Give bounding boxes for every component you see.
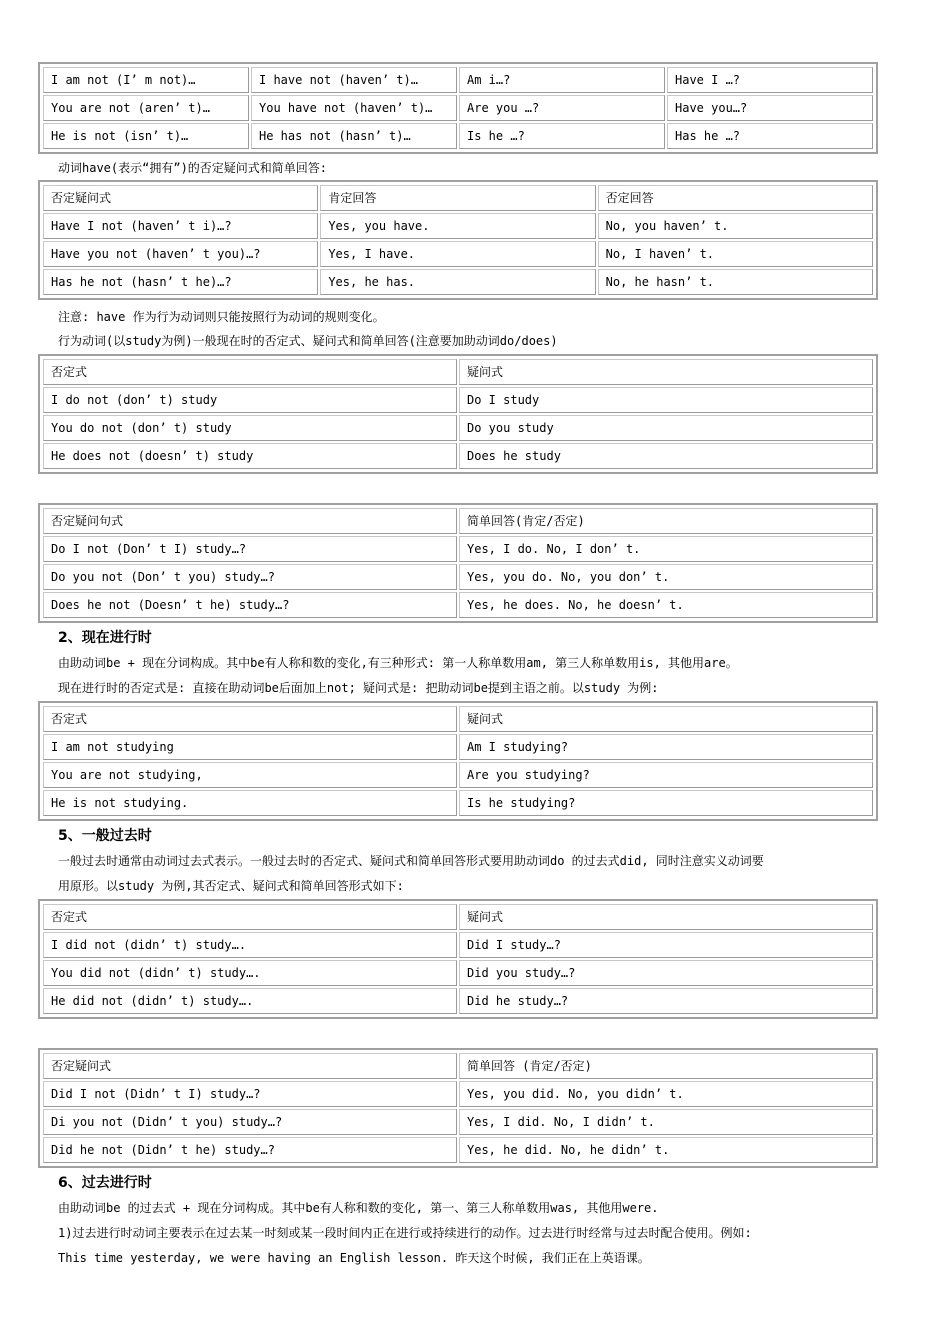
table-cell: Did you study…?: [459, 960, 873, 986]
table-header-cell: 否定疑问句式: [43, 508, 457, 534]
table-cell: I do not (don’ t) study: [43, 387, 457, 413]
table-row: [43, 790, 873, 816]
table-row: [43, 734, 873, 760]
table-cell: Di you not (Didn’ t you) study…?: [43, 1109, 457, 1135]
table-cell: Have I …?: [667, 67, 873, 93]
table-cell: Have I not (haven’ t i)…?: [43, 213, 318, 239]
table-cell: Yes, he did. No, he didn’ t.: [459, 1137, 873, 1163]
table-cell: Are you …?: [459, 95, 665, 121]
table-header-cell: 简单回答 (肯定/否定): [459, 1053, 873, 1079]
table-header-cell: 否定式: [43, 904, 457, 930]
table-row: [43, 932, 873, 958]
table-cell: Are you studying?: [459, 762, 873, 788]
table-header-cell: 否定疑问式: [43, 185, 318, 211]
paragraph-past-progressive-example: This time yesterday, we were having an English lesson. 昨天这个时候, 我们正在上英语课。: [58, 1251, 650, 1265]
section-heading-simple-past: 5、一般过去时: [58, 828, 152, 844]
table-cell: Did I not (Didn’ t I) study…?: [43, 1081, 457, 1107]
paragraph-past-progressive-2: 1)过去进行时动词主要表示在过去某一时刻或某一段时间内正在进行或持续进行的动作。过去进行时经常与过去时配合使用。例如:: [58, 1226, 752, 1240]
table-header-cell: 肯定回答: [320, 185, 595, 211]
table-cell: Has he not (hasn’ t he)…?: [43, 269, 318, 295]
paragraph-present-progressive-1: 由助动词be + 现在分词构成。其中be有人称和数的变化,有三种形式: 第一人称单数用am, 第三人称单数用is, 其他用are。: [58, 656, 738, 670]
table-row: [43, 1053, 873, 1079]
table-row: [43, 904, 873, 930]
table-cell: Does he study: [459, 443, 873, 469]
table-row: [43, 536, 873, 562]
table-cell: Yes, I do. No, I don’ t.: [459, 536, 873, 562]
table-row: [43, 706, 873, 732]
paragraph-simple-past-2: 用原形。以study 为例,其否定式、疑问式和简单回答形式如下:: [58, 879, 404, 893]
table-row: [43, 592, 873, 618]
paragraph-simple-past-1: 一般过去时通常由动词过去式表示。一般过去时的否定式、疑问式和简单回答形式要用助动词do 的过去式did, 同时注意实义动词要: [58, 854, 764, 868]
table-cell: Yes, he has.: [320, 269, 595, 295]
table-header-cell: 疑问式: [459, 904, 873, 930]
table-cell: You have not (haven’ t)…: [251, 95, 457, 121]
table-cell: He is not (isn’ t)…: [43, 123, 249, 149]
table-row: [43, 95, 873, 121]
table-cell: Is he …?: [459, 123, 665, 149]
table-header-cell: 否定疑问式: [43, 1053, 457, 1079]
table-row: [43, 564, 873, 590]
table-row: [43, 241, 873, 267]
table-cell: Am I studying?: [459, 734, 873, 760]
table-cell: Do I study: [459, 387, 873, 413]
table-cell: Did he not (Didn’ t he) study…?: [43, 1137, 457, 1163]
section-heading-past-progressive: 6、过去进行时: [58, 1175, 152, 1191]
table-cell: Yes, he does. No, he doesn’ t.: [459, 592, 873, 618]
table-cell: No, he hasn’ t.: [598, 269, 873, 295]
table-present-negative-question-answers: [38, 503, 878, 623]
paragraph-have-negative: 动词have(表示“拥有”)的否定疑问式和简单回答:: [58, 161, 328, 175]
table-cell: Yes, you have.: [320, 213, 595, 239]
table-have-negative-questions: [38, 180, 878, 300]
table-row: [43, 185, 873, 211]
table-row: [43, 269, 873, 295]
table-cell: You did not (didn’ t) study….: [43, 960, 457, 986]
paragraph-action-verbs: 行为动词(以study为例)一般现在时的否定式、疑问式和简单回答(注意要加助动词do/does): [58, 334, 558, 348]
table-header-cell: 疑问式: [459, 706, 873, 732]
table-row: [43, 213, 873, 239]
table-cell: Have you not (haven’ t you)…?: [43, 241, 318, 267]
table-cell: I am not (I’ m not)…: [43, 67, 249, 93]
table-cell: Yes, I have.: [320, 241, 595, 267]
table-cell: No, I haven’ t.: [598, 241, 873, 267]
table-row: [43, 387, 873, 413]
table-header-cell: 简单回答(肯定/否定): [459, 508, 873, 534]
paragraph-note: 注意: have 作为行为动词则只能按照行为动词的规则变化。: [58, 310, 385, 324]
table-cell: Has he …?: [667, 123, 873, 149]
table-cell: Is he studying?: [459, 790, 873, 816]
table-row: [43, 508, 873, 534]
table-row: [43, 415, 873, 441]
table-row: [43, 443, 873, 469]
table-cell: You do not (don’ t) study: [43, 415, 457, 441]
table-cell: He has not (hasn’ t)…: [251, 123, 457, 149]
table-row: [43, 960, 873, 986]
table-cell: Do you study: [459, 415, 873, 441]
table-am-have-questions: [38, 62, 878, 154]
table-cell: Did he study…?: [459, 988, 873, 1014]
table-row: [43, 359, 873, 385]
table-cell: Do you not (Don’ t you) study…?: [43, 564, 457, 590]
table-cell: I did not (didn’ t) study….: [43, 932, 457, 958]
paragraph-past-progressive-1: 由助动词be 的过去式 + 现在分词构成。其中be有人称和数的变化, 第一、第三人称单数用was, 其他用were.: [58, 1201, 659, 1215]
table-row: [43, 1081, 873, 1107]
table-cell: Do I not (Don’ t I) study…?: [43, 536, 457, 562]
table-cell: I am not studying: [43, 734, 457, 760]
table-cell: Have you…?: [667, 95, 873, 121]
table-header-cell: 疑问式: [459, 359, 873, 385]
paragraph-present-progressive-2: 现在进行时的否定式是: 直接在助动词be后面加上not; 疑问式是: 把助动词be提到主语之前。以study 为例:: [58, 681, 659, 695]
table-row: [43, 1109, 873, 1135]
table-cell: He does not (doesn’ t) study: [43, 443, 457, 469]
table-cell: I have not (haven’ t)…: [251, 67, 457, 93]
table-cell: He is not studying.: [43, 790, 457, 816]
table-present-negative-question: [38, 354, 878, 474]
table-row: [43, 762, 873, 788]
table-row: [43, 1137, 873, 1163]
table-present-progressive: [38, 701, 878, 821]
table-cell: Yes, you did. No, you didn’ t.: [459, 1081, 873, 1107]
table-cell: Yes, I did. No, I didn’ t.: [459, 1109, 873, 1135]
table-simple-past: [38, 899, 878, 1019]
table-cell: Does he not (Doesn’ t he) study…?: [43, 592, 457, 618]
table-cell: Am i…?: [459, 67, 665, 93]
table-header-cell: 否定式: [43, 359, 457, 385]
table-cell: Yes, you do. No, you don’ t.: [459, 564, 873, 590]
table-cell: You are not (aren’ t)…: [43, 95, 249, 121]
section-heading-present-progressive: 2、现在进行时: [58, 630, 152, 646]
table-row: [43, 123, 873, 149]
table-header-cell: 否定式: [43, 706, 457, 732]
table-cell: He did not (didn’ t) study….: [43, 988, 457, 1014]
table-header-cell: 否定回答: [598, 185, 873, 211]
table-cell: You are not studying,: [43, 762, 457, 788]
table-row: [43, 988, 873, 1014]
table-cell: Did I study…?: [459, 932, 873, 958]
table-cell: No, you haven’ t.: [598, 213, 873, 239]
table-simple-past-answers: [38, 1048, 878, 1168]
table-row: [43, 67, 873, 93]
